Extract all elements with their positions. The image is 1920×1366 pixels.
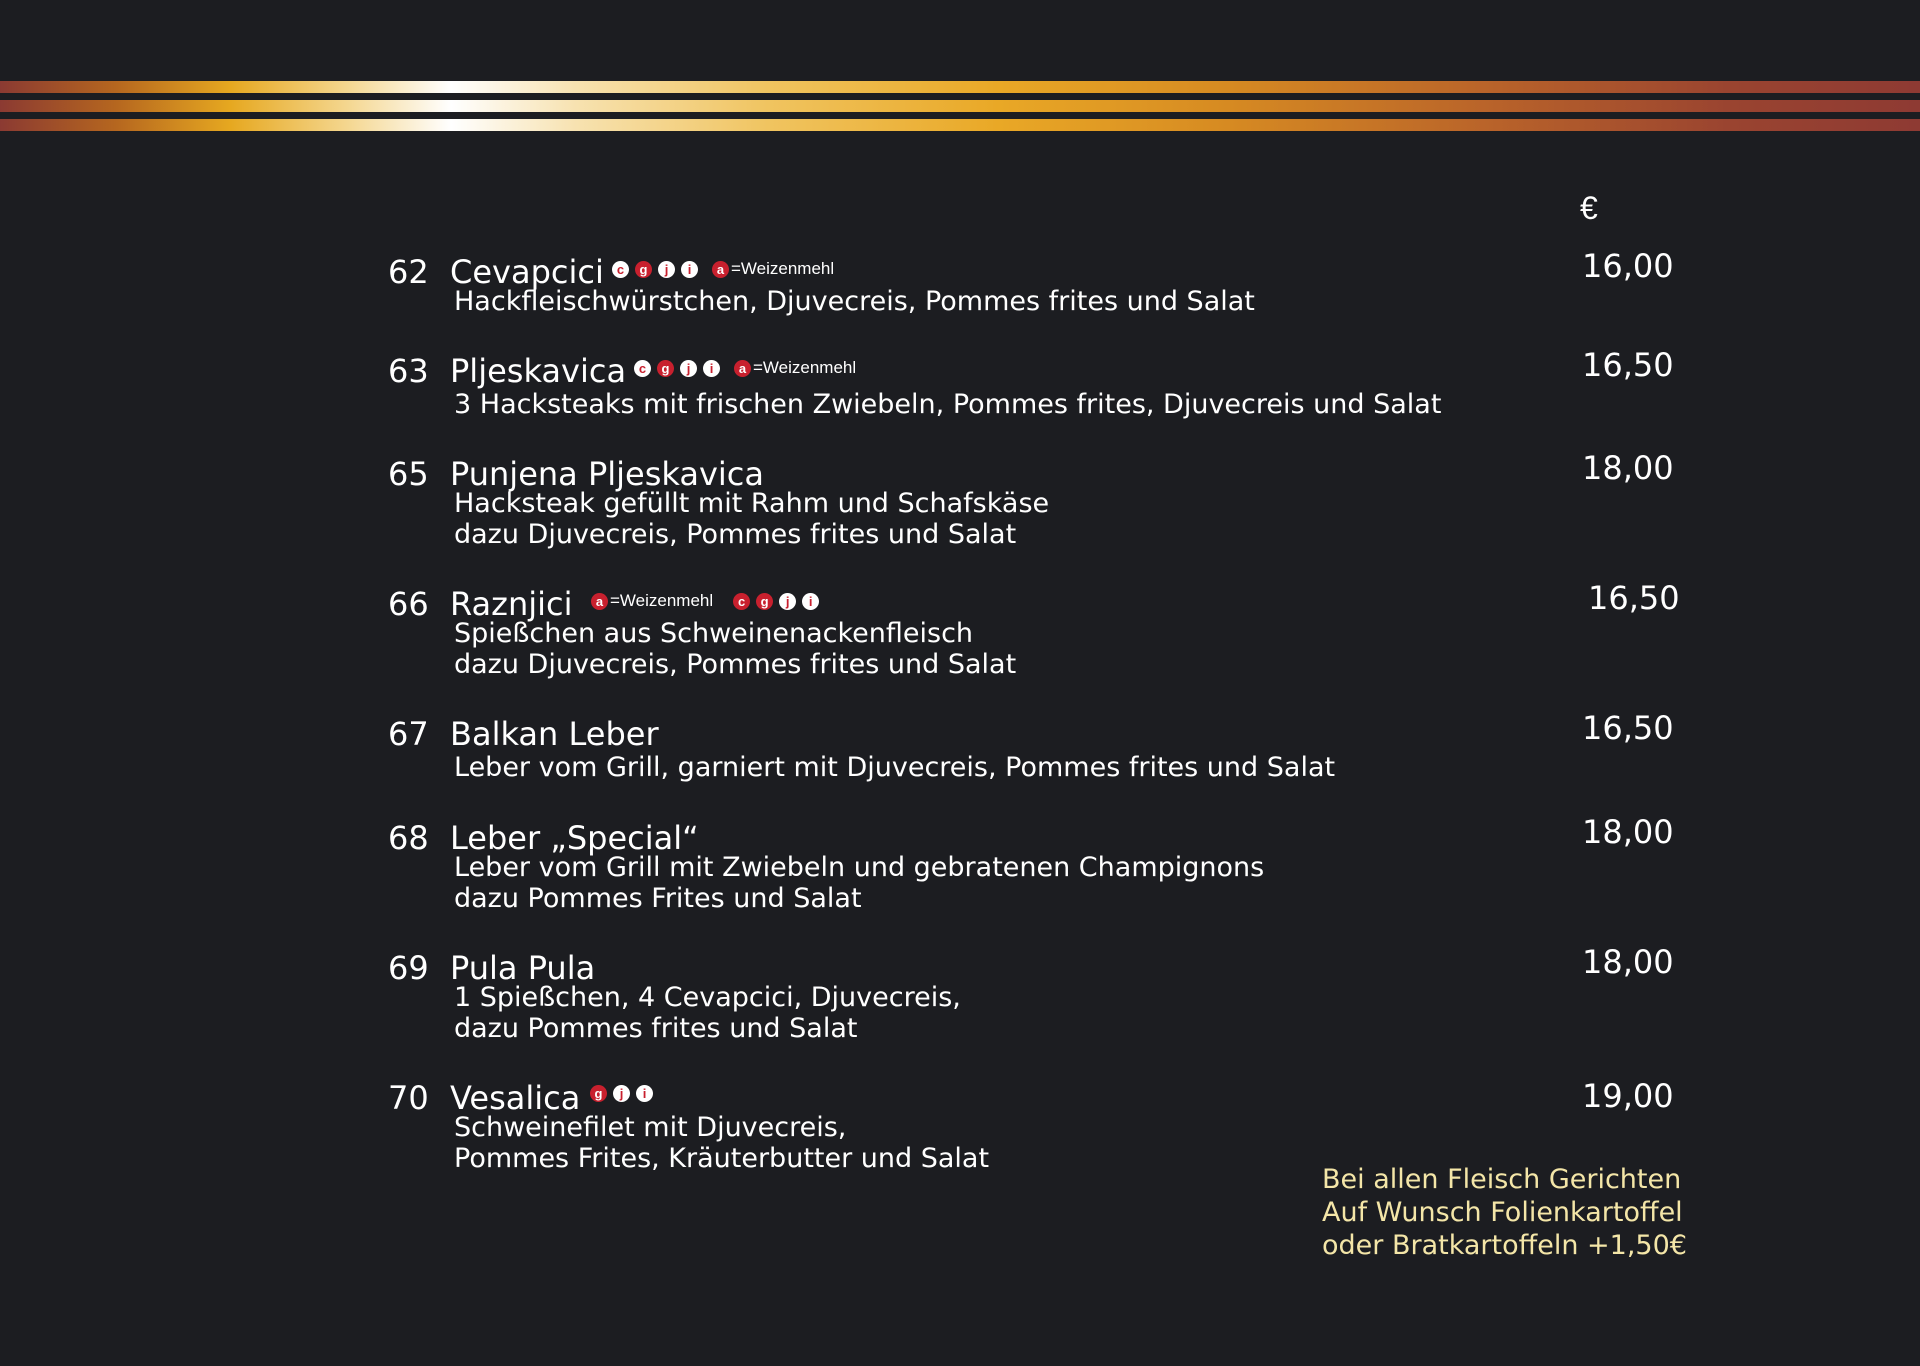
allergen-badge: i (681, 261, 698, 278)
item-name: Leber „Special“ (450, 819, 699, 857)
allergen-badge: j (779, 593, 796, 610)
item-number: 65 (388, 455, 429, 493)
decorative-stripe (0, 119, 1920, 131)
item-number: 68 (388, 819, 429, 857)
item-number: 70 (388, 1079, 429, 1117)
item-price: 16,50 (1582, 709, 1674, 747)
item-description: Leber vom Grill, garniert mit Djuvecreis, Pommes frites und Salat (454, 752, 1336, 783)
allergen-badge: a (734, 360, 751, 377)
allergen-badge: i (703, 360, 720, 377)
item-name: Cevapcici (450, 253, 604, 291)
item-description: Spießchen aus Schweinenackenfleisch dazu Djuvecreis, Pommes frites und Salat (454, 618, 1017, 680)
item-name: Raznjici (450, 585, 573, 623)
item-number: 67 (388, 715, 429, 753)
allergen-badge: a (591, 593, 608, 610)
item-description: Leber vom Grill mit Zwiebeln und gebratenen Champignons dazu Pommes Frites und Salat (454, 852, 1265, 914)
allergen-badge: c (612, 261, 629, 278)
decorative-stripe (0, 100, 1920, 112)
item-number: 63 (388, 352, 429, 390)
allergen-badge: c (733, 593, 750, 610)
item-description: Schweinefilet mit Djuvecreis, Pommes Frites, Kräuterbutter und Salat (454, 1112, 990, 1174)
item-price: 16,00 (1582, 247, 1674, 285)
item-name: Punjena Pljeskavica (450, 455, 764, 493)
side-dish-note: Bei allen Fleisch Gerichten Auf Wunsch Folienkartoffel oder Bratkartoffeln +1,50€ (1322, 1164, 1687, 1261)
item-name: Balkan Leber (450, 715, 659, 753)
allergen-badge: g (657, 360, 674, 377)
allergen-badges (591, 591, 819, 611)
item-description: Hackfleischwürstchen, Djuvecreis, Pommes frites und Salat (454, 286, 1255, 317)
allergen-badge: g (590, 1085, 607, 1102)
currency-header: € (1580, 190, 1598, 226)
item-description: Hacksteak gefüllt mit Rahm und Schafskäse dazu Djuvecreis, Pommes frites und Salat (454, 488, 1050, 550)
item-number: 62 (388, 253, 429, 291)
decorative-stripe (0, 81, 1920, 93)
allergen-badge: g (756, 593, 773, 610)
item-name: Pljeskavica (450, 352, 627, 390)
allergen-badge: j (658, 261, 675, 278)
allergen-badge: g (635, 261, 652, 278)
allergen-badges (612, 259, 834, 279)
wheat-flour-note: a =Weizenmehl (591, 591, 713, 611)
allergen-badge: j (613, 1085, 630, 1102)
wheat-flour-note: a =Weizenmehl (734, 358, 856, 378)
item-price: 19,00 (1582, 1077, 1674, 1115)
wheat-flour-note: a =Weizenmehl (712, 259, 834, 279)
item-description: 3 Hacksteaks mit frischen Zwiebeln, Pommes frites, Djuvecreis und Salat (454, 389, 1442, 420)
item-name: Pula Pula (450, 949, 596, 987)
item-price: 16,50 (1588, 579, 1680, 617)
allergen-badge: i (802, 593, 819, 610)
item-price: 18,00 (1582, 449, 1674, 487)
item-description: 1 Spießchen, 4 Cevapcici, Djuvecreis, dazu Pommes frites und Salat (454, 982, 961, 1044)
item-name: Vesalica (450, 1079, 581, 1117)
allergen-badges (590, 1085, 653, 1102)
allergen-badge: a (712, 261, 729, 278)
item-price: 16,50 (1582, 346, 1674, 384)
allergen-badges (634, 358, 856, 378)
item-number: 66 (388, 585, 429, 623)
item-price: 18,00 (1582, 813, 1674, 851)
item-price: 18,00 (1582, 943, 1674, 981)
item-number: 69 (388, 949, 429, 987)
allergen-badge: c (634, 360, 651, 377)
allergen-badge: i (636, 1085, 653, 1102)
allergen-badge: j (680, 360, 697, 377)
